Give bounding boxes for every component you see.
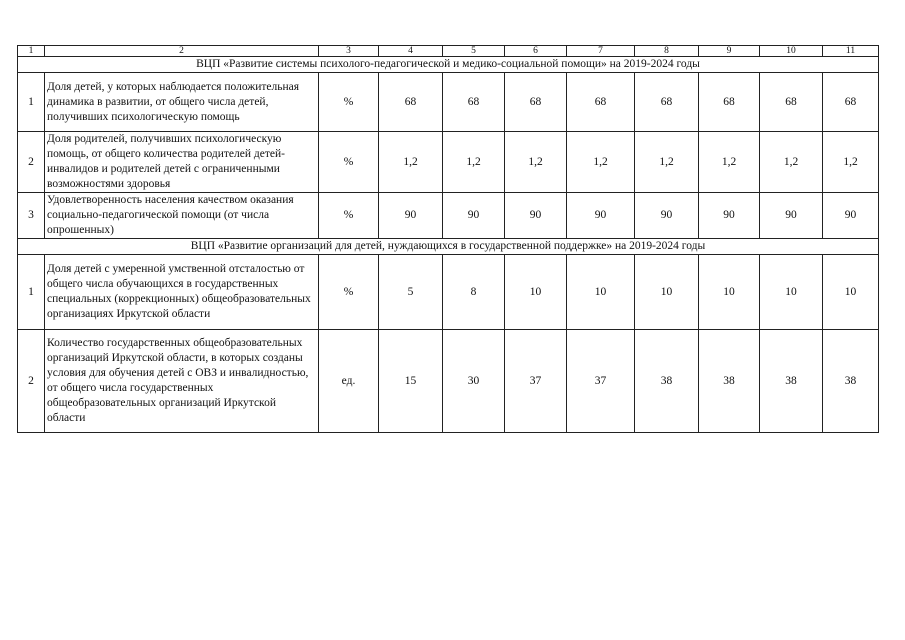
value-cell: 38 [635, 330, 699, 433]
row-number: 1 [18, 255, 45, 330]
value-cell: 90 [699, 193, 760, 239]
value-cell: 1,2 [823, 132, 879, 193]
column-number: 6 [505, 46, 567, 57]
column-number: 10 [760, 46, 823, 57]
value-cell: 10 [567, 255, 635, 330]
value-cell: 90 [635, 193, 699, 239]
value-cell: 68 [635, 73, 699, 132]
value-cell: 68 [699, 73, 760, 132]
value-cell: 37 [567, 330, 635, 433]
value-cell: 68 [760, 73, 823, 132]
section-title: ВЦП «Развитие организаций для детей, нуждающихся в государственной поддержке» на 2019-2024 годы [18, 239, 879, 255]
table-row [18, 132, 879, 193]
row-number: 3 [18, 193, 45, 239]
value-cell: 10 [760, 255, 823, 330]
value-cell: 10 [505, 255, 567, 330]
unit-cell: % [319, 132, 379, 193]
unit-cell: % [319, 255, 379, 330]
row-number: 2 [18, 330, 45, 433]
indicator-description: Доля детей, у которых наблюдается положительная динамика в развитии, от общего числа детей, получивших психологическую помощь [45, 73, 319, 132]
column-number: 9 [699, 46, 760, 57]
table-row [18, 255, 879, 330]
value-cell: 38 [699, 330, 760, 433]
value-cell: 1,2 [505, 132, 567, 193]
value-cell: 10 [635, 255, 699, 330]
value-cell: 90 [567, 193, 635, 239]
row-number: 1 [18, 73, 45, 132]
value-cell: 90 [823, 193, 879, 239]
value-cell: 30 [443, 330, 505, 433]
indicator-description: Удовлетворенность населения качеством оказания социально-педагогической помощи (от числа опрошенных) [45, 193, 319, 239]
section-title: ВЦП «Развитие системы психолого-педагогической и медико-социальной помощи» на 2019-2024 годы [18, 57, 879, 73]
indicator-description: Количество государственных общеобразовательных организаций Иркутской области, в которых созданы условия для обучения детей с ОВЗ и инвалидностью, от общего числа государственных общеобразовательных организаций Иркутской области [45, 330, 319, 433]
row-number: 2 [18, 132, 45, 193]
indicator-description: Доля родителей, получивших психологическую помощь, от общего количества родителей детей-инвалидов и родителей детей с ограниченными возможностями здоровья [45, 132, 319, 193]
column-number: 4 [379, 46, 443, 57]
value-cell: 5 [379, 255, 443, 330]
indicator-description: Доля детей с умеренной умственной отсталостью от общего числа обучающихся в государственных специальных (коррекционных) общеобразовательных организациях Иркутской области [45, 255, 319, 330]
value-cell: 90 [379, 193, 443, 239]
column-number: 3 [319, 46, 379, 57]
value-cell: 10 [823, 255, 879, 330]
value-cell: 1,2 [699, 132, 760, 193]
column-number: 7 [567, 46, 635, 57]
column-number: 5 [443, 46, 505, 57]
column-number: 8 [635, 46, 699, 57]
value-cell: 38 [823, 330, 879, 433]
section-header-row [18, 57, 879, 73]
value-cell: 10 [699, 255, 760, 330]
value-cell: 1,2 [379, 132, 443, 193]
value-cell: 1,2 [635, 132, 699, 193]
column-number: 11 [823, 46, 879, 57]
table-row [18, 193, 879, 239]
value-cell: 38 [760, 330, 823, 433]
value-cell: 68 [443, 73, 505, 132]
value-cell: 15 [379, 330, 443, 433]
column-number-row [18, 46, 879, 57]
value-cell: 37 [505, 330, 567, 433]
value-cell: 1,2 [567, 132, 635, 193]
unit-cell: ед. [319, 330, 379, 433]
value-cell: 68 [823, 73, 879, 132]
column-number: 2 [45, 46, 319, 57]
value-cell: 90 [505, 193, 567, 239]
value-cell: 68 [379, 73, 443, 132]
value-cell: 68 [505, 73, 567, 132]
value-cell: 1,2 [760, 132, 823, 193]
unit-cell: % [319, 193, 379, 239]
value-cell: 90 [760, 193, 823, 239]
value-cell: 8 [443, 255, 505, 330]
column-number: 1 [18, 46, 45, 57]
unit-cell: % [319, 73, 379, 132]
value-cell: 1,2 [443, 132, 505, 193]
value-cell: 68 [567, 73, 635, 132]
table-row [18, 73, 879, 132]
indicators-table [17, 45, 879, 433]
value-cell: 90 [443, 193, 505, 239]
table-row [18, 330, 879, 433]
section-header-row [18, 239, 879, 255]
